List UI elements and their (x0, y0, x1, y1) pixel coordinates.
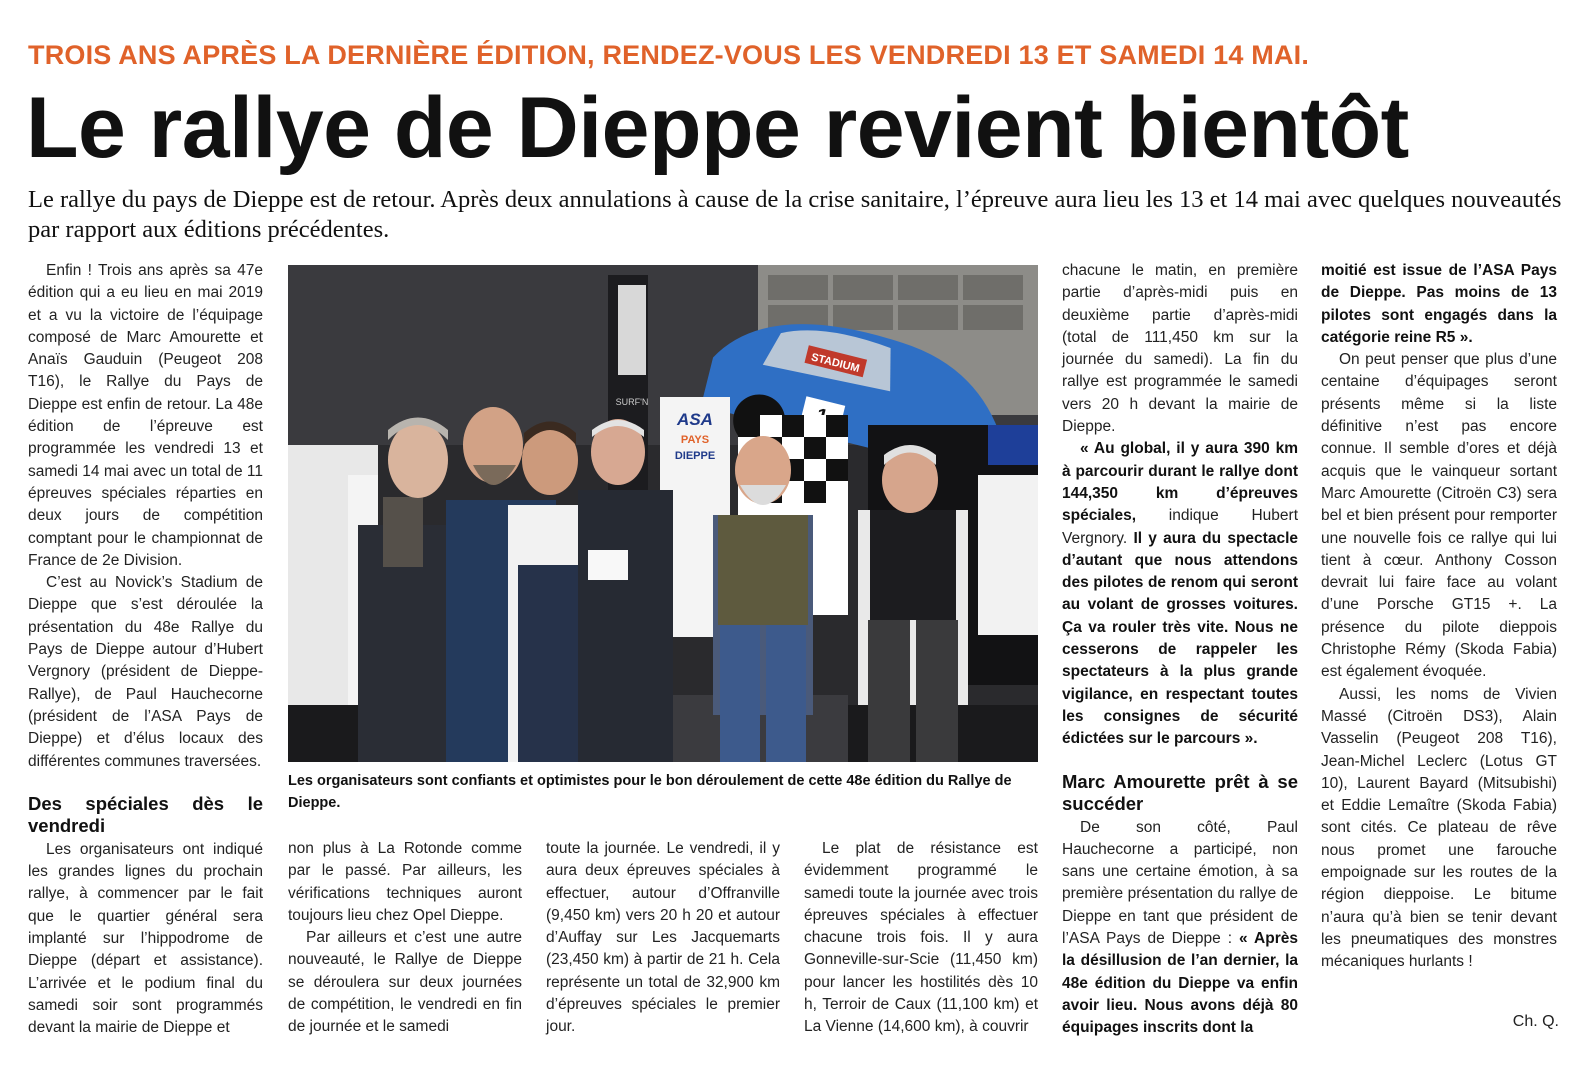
col5-quote-1-bold: « Au global, il y aura 390 km à parcourir durant le rallye dont 144,350 km d’épreuves spéciales, (1062, 440, 1298, 525)
car-banner: STADIUM (809, 351, 861, 375)
column-4 (804, 838, 1038, 1039)
headline: Le rallye de Dieppe revient bientôt (26, 80, 1409, 176)
col4-paragraph-1: Le plat de résistance est évidemment programmé le samedi toute la journée avec trois épreuves spéciales à effectuer chacune trois fois. Il y aura Gonneville-sur-Scie (11,450 km) pour lancer les hostilités dès 10 h, Terroir de Caux (11,100 km) et La Vienne (14,600 km), à couvrir (804, 840, 1038, 1036)
column-6 (1321, 260, 1557, 974)
col1-paragraph-3: Les organisateurs ont indiqué les grandes lignes du prochain rallye, à commencer par le fait que le quartier général sera implanté sur l’hippodrome de Dieppe (départ et assistance). L’arrivée et le podium final du samedi soir sont programmés devant la mairie de Dieppe et (28, 840, 263, 1037)
col5-quote-2: « Après la désillusion de l’an dernier, la 48e édition du Dieppe va enfin avoir lieu. Nous avons déjà 80 équipages inscrits dont la (1062, 930, 1298, 1037)
col5-quote-1 (1062, 438, 1298, 750)
col2-paragraph-2: Par ailleurs et c’est une autre nouveauté, le Rallye de Dieppe se déroulera sur deux journées de compétition, le vendredi en fin de journée et le samedi (288, 929, 522, 1036)
chapo: Le rallye du pays de Dieppe est de retour. Après deux annulations à cause de la crise sanitaire, l’épreuve aura lieu les 13 et 14 mai avec quelques nouveautés par rapport aux éditions précédentes. (28, 186, 1562, 243)
sign-asa: ASA (677, 410, 713, 429)
col5-paragraph-2-text: De son côté, Paul Hauchecorne a participé, non sans une certaine émotion, à sa première présentation du rallye de Dieppe en tant que président de l’ASA Pays de Dieppe : (1062, 818, 1298, 948)
col5-paragraph-1: chacune le matin, en première partie d’après-midi puis en deuxième partie d’après-midi (total de 111,450 km sur la journée du samedi). La fin du rallye est programmée le samedi vers 20 h devant la mairie de Dieppe. (1062, 262, 1298, 436)
pillar-text: SURF'N (615, 397, 649, 407)
col6-quote-continued (1321, 260, 1557, 349)
col5-paragraph-2 (1062, 817, 1298, 1040)
col2-paragraph-1: non plus à La Rotonde comme par le passé. Par ailleurs, les vérifications techniques auront toujours lieu chez Opel Dieppe. (288, 840, 522, 924)
col5-quote-1-continued: Il y aura du spectacle d’autant que nous attendons des pilotes de renom qui seront au volant de grosses voitures. Ça va rouler très vite. Nous ne cesserons de rappeler les spectateurs à la plus grande vigilance, en respectant toutes les consignes de sécurité édictées sur le parcours ». (1062, 529, 1298, 748)
subhead-des-speciales: Des spéciales dès le vendredi (28, 792, 263, 836)
signature: Ch. Q. (1512, 1013, 1559, 1030)
photo (288, 265, 1038, 762)
col1-paragraph-1: Enfin ! Trois ans après sa 47e édition qui a eu lieu en mai 2019 et a vu la victoire de l’équipage composé de Marc Amourette et Anaïs Gauduin (Peugeot 208 T16), le Rallye du Pays de Dieppe est enfin de retour. La 48e édition de l’épreuve est programmée les vendredi 13 et samedi 14 mai avec un total de 11 épreuves spéciales réparties en deux jours de compétition comptant pour le championnat de France de 2e Division. (28, 262, 263, 569)
kicker: TROIS ANS APRÈS LA DERNIÈRE ÉDITION, RENDEZ-VOUS LES VENDREDI 13 ET SAMEDI 14 MAI. (28, 40, 1310, 70)
sign-dieppe: DIEPPE (674, 450, 716, 462)
col3-paragraph-1: toute la journée. Le vendredi, il y aura deux épreuves spéciales à effectuer, autour d’Offranville (9,450 km) vers 20 h 20 et autour d’Auffay sur Les Jacquemarts (23,450 km) à partir de 21 h. Cela représente un total de 32,900 km d’épreuves spéciales le premier jour. (546, 840, 780, 1036)
col1-paragraph-2: C’est au Novick’s Stadium de Dieppe que s’est déroulée la présentation du 48e Rallye du Pays de Dieppe autour d’Hubert Vergnory (président de Dieppe-Rallye), de Paul Hauchecorne (président de l’ASA Pays de Dieppe) et d’élus locaux des différentes communes traversées. (28, 574, 263, 770)
subhead-marc-amourette: Marc Amourette prêt à se succéder (1062, 770, 1298, 814)
photo-caption: Les organisateurs sont confiants et optimistes pour le bon déroulement de cette 48e édition du Rallye de Dieppe. (288, 773, 1012, 811)
sign-pays: PAYS (680, 434, 710, 446)
press-photo-illustration (288, 265, 1038, 762)
col6-paragraph-1: On peut penser que plus d’une centaine d’équipages seront présents même si la liste définitive n’est pas encore connue. Il semble d’ores et déjà acquis que le vainqueur sortant Marc Amourette (Citroën C3) sera bel et bien présent pour remporter une nouvelle fois ce rallye qui lui tient à cœur. Anthony Cosson devrait lui faire face au volant d’une Porsche GT15 +. La présence du pilote dieppois Christophe Rémy (Skoda Fabia) est également évoquée. (1321, 351, 1557, 681)
col6-paragraph-2: Aussi, les noms de Vivien Massé (Citroën DS3), Alain Vasselin (Peugeot 208 T16), Jean-Michel Leclerc (Lotus GT 10), Laurent Bayard (Mitsubishi) et Eddie Lemaître (Skoda Fabia) sont cités. Ce plateau de rêve nous promet une farouche empoignade sur les routes de la région dieppoise. Le bitume n’aura qu’à bien se tenir devant les pneumatiques des monstres mécaniques hurlants ! (1321, 685, 1557, 971)
column-1 (28, 260, 263, 1040)
column-3 (546, 838, 780, 1039)
col5-quote-1-attribution: indique Hubert Vergnory. (1062, 507, 1298, 547)
column-5 (1062, 260, 1298, 1040)
col6-quote-bold: moitié est issue de l’ASA Pays de Dieppe. Pas moins de 13 pilotes sont engagés dans la catégorie reine R5 ». (1321, 262, 1557, 346)
column-2 (288, 838, 522, 1039)
